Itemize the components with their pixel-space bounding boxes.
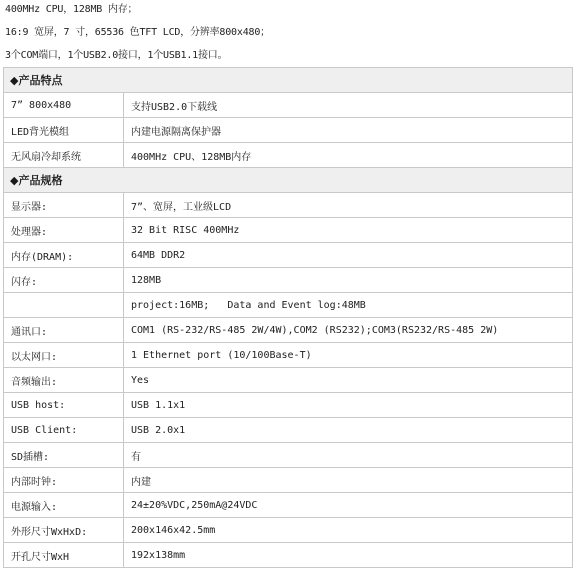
feature-label: 无风扇冷却系统 bbox=[4, 143, 124, 168]
spec-value: 有 bbox=[124, 443, 573, 468]
feature-label: 7” 800x480 bbox=[4, 93, 124, 118]
spec-label: 内部时钟: bbox=[4, 468, 124, 493]
spec-label: 开孔尺寸WxH bbox=[4, 543, 124, 568]
spec-value: project:16MB; Data and Event log:48MB bbox=[124, 293, 573, 318]
spec-label: 电源输入: bbox=[4, 493, 124, 518]
table-row bbox=[4, 193, 573, 218]
table-row bbox=[4, 268, 573, 293]
spec-label: 通讯口: bbox=[4, 318, 124, 343]
intro-line-1: 400MHz CPU，128MB 内存； bbox=[5, 4, 138, 15]
table-row bbox=[4, 93, 573, 118]
spec-label: 外形尺寸WxHxD: bbox=[4, 518, 124, 543]
spec-label: 以太网口: bbox=[4, 343, 124, 368]
table-row bbox=[4, 243, 573, 268]
spec-value: 1 Ethernet port (10/100Base-T) bbox=[124, 343, 573, 368]
spec-value: 128MB bbox=[124, 268, 573, 293]
table-row bbox=[4, 293, 573, 318]
spec-label bbox=[4, 293, 124, 318]
spec-label: 显示器: bbox=[4, 193, 124, 218]
spec-table bbox=[3, 67, 573, 568]
spec-value: Yes bbox=[124, 368, 573, 393]
specs-heading: ◆产品规格 bbox=[4, 168, 573, 193]
table-row bbox=[4, 543, 573, 568]
table-row bbox=[4, 143, 573, 168]
table-row bbox=[4, 368, 573, 393]
intro-line-3: 3个COM端口，1个USB2.0接口，1个USB1.1接口。 bbox=[5, 50, 228, 61]
spec-label: 内存(DRAM): bbox=[4, 243, 124, 268]
spec-value: 64MB DDR2 bbox=[124, 243, 573, 268]
intro-line-2: 16:9 宽屏，7 寸，65536 色TFT LCD，分辨率800x480； bbox=[5, 27, 270, 38]
table-row bbox=[4, 118, 573, 143]
spec-label: 音频输出: bbox=[4, 368, 124, 393]
spec-value: USB 2.0x1 bbox=[124, 418, 573, 443]
table-row bbox=[4, 493, 573, 518]
table-row bbox=[4, 468, 573, 493]
spec-value: 24±20%VDC,250mA@24VDC bbox=[124, 493, 573, 518]
spec-value: 32 Bit RISC 400MHz bbox=[124, 218, 573, 243]
table-row bbox=[4, 318, 573, 343]
spec-label: 处理器: bbox=[4, 218, 124, 243]
features-section-header bbox=[4, 68, 573, 93]
table-row bbox=[4, 343, 573, 368]
spec-label: 闪存: bbox=[4, 268, 124, 293]
table-row bbox=[4, 418, 573, 443]
spec-value: 200x146x42.5mm bbox=[124, 518, 573, 543]
spec-label: SD插槽: bbox=[4, 443, 124, 468]
table-row bbox=[4, 443, 573, 468]
spec-label: USB host: bbox=[4, 393, 124, 418]
spec-value: 192x138mm bbox=[124, 543, 573, 568]
features-heading: ◆产品特点 bbox=[4, 68, 573, 93]
table-row bbox=[4, 518, 573, 543]
spec-value: USB 1.1x1 bbox=[124, 393, 573, 418]
table-row bbox=[4, 393, 573, 418]
spec-value: COM1 (RS-232/RS-485 2W/4W),COM2 (RS232);COM3(RS232/RS-485 2W) bbox=[124, 318, 573, 343]
spec-label: USB Client: bbox=[4, 418, 124, 443]
feature-value: 支持USB2.0下载线 bbox=[124, 93, 573, 118]
spec-value: 内建 bbox=[124, 468, 573, 493]
spec-value: 7”、宽屏，工业级LCD bbox=[124, 193, 573, 218]
table-row bbox=[4, 218, 573, 243]
specs-section-header bbox=[4, 168, 573, 193]
feature-value: 400MHz CPU、128MB内存 bbox=[124, 143, 573, 168]
feature-value: 内建电源隔离保护器 bbox=[124, 118, 573, 143]
feature-label: LED背光模组 bbox=[4, 118, 124, 143]
